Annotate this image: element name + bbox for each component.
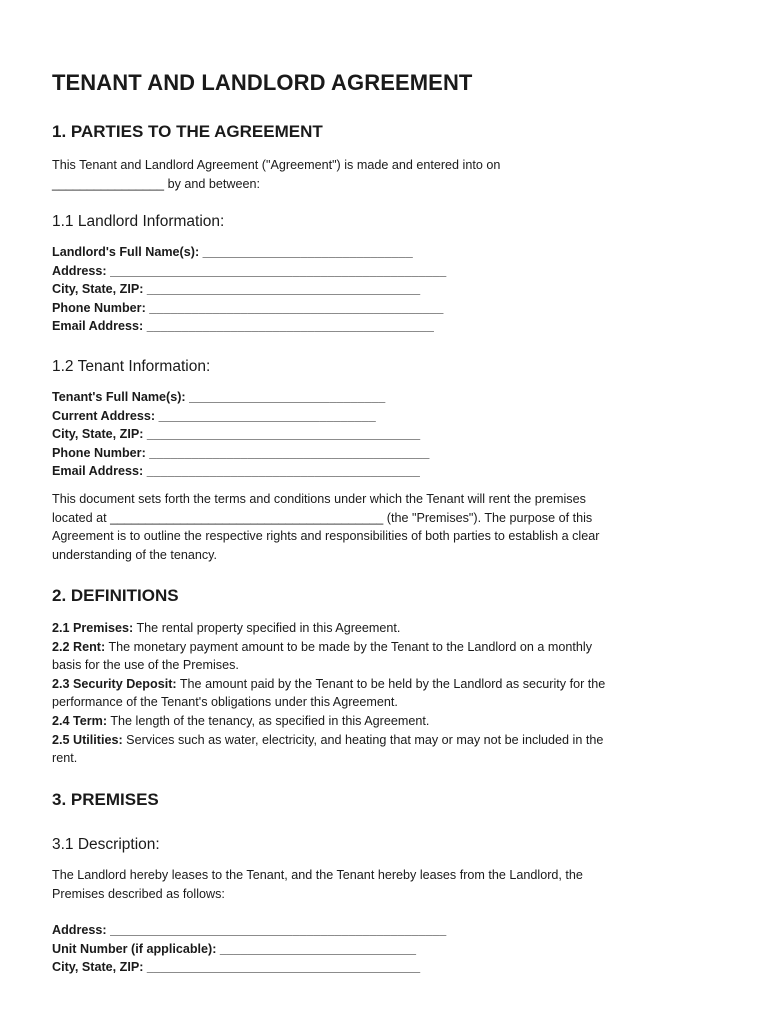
- description-heading: 3.1 Description:: [52, 836, 160, 853]
- definition-term: 2.4 Term:: [52, 713, 108, 728]
- tenant-name-field: Tenant's Full Name(s): ____________________________: [52, 390, 386, 404]
- tenant-email-field: Email Address: _______________________________________: [52, 464, 420, 479]
- section-3-heading: 3. PREMISES: [52, 790, 159, 809]
- intro-line-2: ________________ by and between:: [52, 176, 260, 191]
- definition-term: 2.3 Security Deposit:: [52, 676, 177, 691]
- definition-term: 2.2 Rent:: [52, 639, 106, 654]
- premises-address-field: Address: ________________________________________________: [52, 923, 447, 937]
- definition-term: 2.5 Utilities:: [52, 732, 123, 747]
- tenant-address-field: Current Address: _______________________________: [52, 408, 376, 423]
- paragraph-line: located at _______________________________________ (the "Premises"). The purpose of this: [52, 510, 593, 525]
- paragraph-line: understanding of the tenancy.: [52, 547, 218, 562]
- premises-description: [52, 866, 718, 903]
- definition-text: The amount paid by the Tenant to be held by the Landlord as security for the: [176, 676, 606, 691]
- landlord-phone-field: Phone Number: __________________________________________: [52, 300, 444, 315]
- landlord-name-field: Landlord's Full Name(s): ______________________________: [52, 245, 413, 259]
- definition-security-deposit-cont: performance of the Tenant's obligations under this Agreement.: [52, 695, 398, 710]
- definition-rent-cont: basis for the use of the Premises.: [52, 658, 239, 673]
- landlord-email-field: Email Address: _________________________________________: [52, 319, 434, 334]
- definition-rent: [52, 638, 718, 657]
- premises-fields: [52, 921, 718, 977]
- definition-term: 2.1 Premises:: [52, 621, 134, 635]
- definition-security-deposit: [52, 675, 718, 694]
- paragraph-line: This document sets forth the terms and conditions under which the Tenant will rent the premises: [52, 492, 586, 506]
- intro-line-1: This Tenant and Landlord Agreement ("Agreement") is made and entered into on: [52, 158, 501, 172]
- section-2-heading: 2. DEFINITIONS: [52, 586, 179, 605]
- definition-text: The monetary payment amount to be made by the Tenant to the Landlord on a monthly: [105, 639, 592, 654]
- tenant-info-heading: 1.2 Tenant Information:: [52, 358, 211, 375]
- description-line-1: The Landlord hereby leases to the Tenant, and the Tenant hereby leases from the Landlord, the: [52, 868, 583, 882]
- description-line-2: Premises described as follows:: [52, 886, 225, 901]
- paragraph-line: Agreement is to outline the respective rights and responsibilities of both parties to establish a clear: [52, 529, 600, 544]
- landlord-info-heading: 1.1 Landlord Information:: [52, 213, 225, 230]
- definitions-list: [52, 619, 718, 768]
- document-title: TENANT AND LANDLORD AGREEMENT: [52, 70, 473, 95]
- tenant-fields: [52, 388, 718, 481]
- definition-text: The rental property specified in this Agreement.: [133, 621, 401, 635]
- premises-unit-field: Unit Number (if applicable): ____________________________: [52, 941, 417, 956]
- landlord-fields: [52, 243, 718, 336]
- definition-term-entry: [52, 712, 718, 731]
- tenant-phone-field: Phone Number: ________________________________________: [52, 445, 430, 460]
- definition-text: Services such as water, electricity, and heating that may or may not be included in the: [122, 732, 604, 747]
- premises-purpose-paragraph: [52, 490, 718, 564]
- definition-utilities: [52, 731, 718, 750]
- definition-utilities-cont: rent.: [52, 751, 78, 766]
- section-1-intro: [52, 156, 718, 193]
- definition-text: The length of the tenancy, as specified in this Agreement.: [107, 713, 430, 728]
- section-1-heading: 1. PARTIES TO THE AGREEMENT: [52, 122, 323, 141]
- definition-premises: [52, 619, 718, 638]
- landlord-address-field: Address: ________________________________________________: [52, 263, 447, 278]
- tenant-city-field: City, State, ZIP: _______________________________________: [52, 427, 421, 442]
- landlord-city-field: City, State, ZIP: _______________________________________: [52, 282, 421, 297]
- premises-city-field: City, State, ZIP: _______________________________________: [52, 960, 421, 975]
